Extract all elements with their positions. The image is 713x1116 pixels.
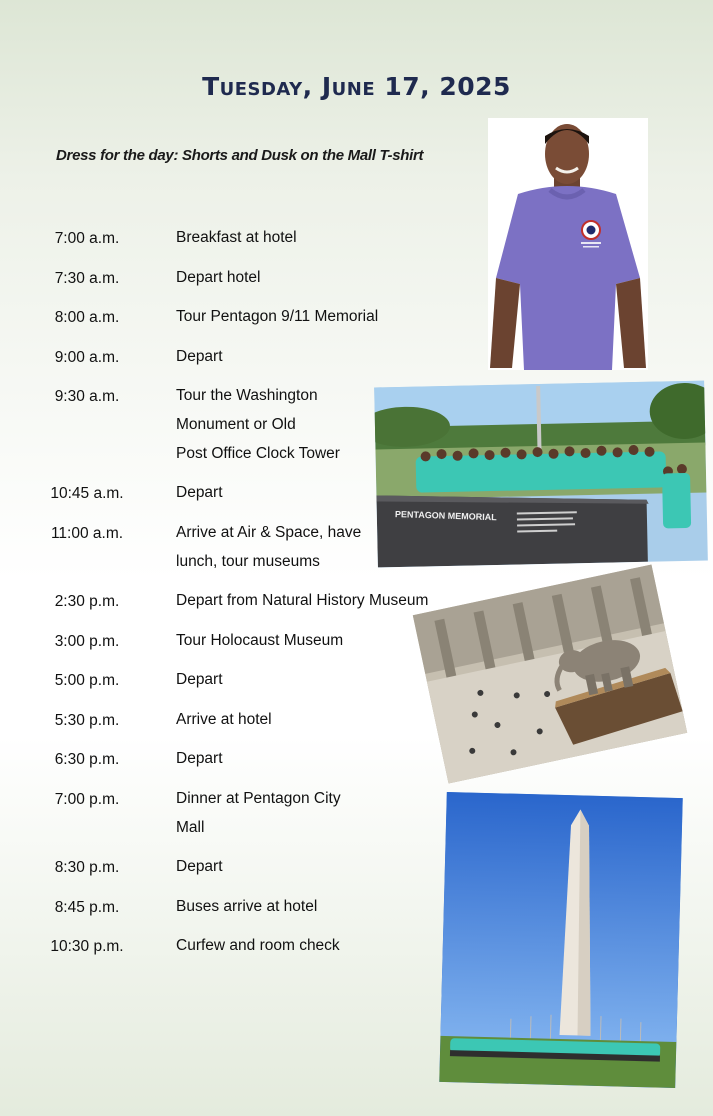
schedule-time: 6:30 p.m. <box>54 751 120 768</box>
schedule-activity-line: Buses arrive at hotel <box>176 898 318 915</box>
schedule-activity <box>176 302 378 331</box>
schedule-activity-line: Mall <box>176 819 205 836</box>
schedule-activity-line: Depart from Natural History Museum <box>176 592 429 609</box>
schedule-time: 9:30 a.m. <box>54 388 120 405</box>
schedule-activity-line: lunch, tour museums <box>176 553 320 570</box>
schedule-activity <box>176 852 223 881</box>
schedule-activity <box>176 223 297 252</box>
dress-code: Dress for the day: Shorts and Dusk on the Mall T-shirt <box>56 147 424 164</box>
schedule-activity <box>176 705 272 734</box>
schedule-activity <box>176 478 223 507</box>
schedule-activity <box>176 665 223 694</box>
schedule-time: 7:30 a.m. <box>54 270 120 287</box>
schedule-activity-line: Depart <box>176 484 223 501</box>
schedule-activity-line: Tour Holocaust Museum <box>176 632 344 649</box>
schedule-time: 10:30 p.m. <box>50 938 124 955</box>
schedule-activity <box>176 586 428 615</box>
schedule-time: 8:00 a.m. <box>54 309 120 326</box>
schedule-time: 5:30 p.m. <box>54 712 120 729</box>
schedule-activity-line: Depart <box>176 671 223 688</box>
schedule-activity-line: Tour the Washington <box>176 387 318 404</box>
schedule-time: 3:00 p.m. <box>54 633 120 650</box>
schedule-activity-line: Monument or Old <box>176 416 296 433</box>
schedule-activity <box>176 892 317 921</box>
schedule-activity <box>176 381 340 468</box>
schedule-time: 2:30 p.m. <box>54 593 120 610</box>
memorial-sign-text: PENTAGON MEMORIAL <box>394 509 497 523</box>
schedule-activity-line: Arrive at Air & Space, have <box>176 524 362 541</box>
schedule-activity <box>176 518 361 576</box>
schedule-time: 8:45 p.m. <box>54 899 120 916</box>
tshirt-photo <box>488 118 648 370</box>
pentagon-memorial-photo <box>374 381 708 568</box>
schedule-activity-line: Post Office Clock Tower <box>176 445 340 462</box>
schedule-activity-line: Curfew and room check <box>176 937 340 954</box>
schedule-activity <box>176 626 343 655</box>
schedule-activity-line: Depart <box>176 348 223 365</box>
schedule-time: 9:00 a.m. <box>54 349 120 366</box>
schedule-time: 8:30 p.m. <box>54 859 120 876</box>
natural-history-museum-photo <box>413 565 687 784</box>
schedule-activity <box>176 784 341 842</box>
schedule-time: 5:00 p.m. <box>54 672 120 689</box>
schedule-time: 10:45 a.m. <box>50 485 124 502</box>
schedule-activity <box>176 342 223 371</box>
washington-monument-photo <box>439 792 683 1088</box>
schedule-time: 7:00 a.m. <box>54 230 120 247</box>
schedule-time: 7:00 p.m. <box>54 791 120 808</box>
schedule-activity-line: Tour Pentagon 9/11 Memorial <box>176 308 379 325</box>
schedule-activity-line: Depart <box>176 858 223 875</box>
schedule-activity-line: Breakfast at hotel <box>176 229 297 246</box>
schedule-time: 11:00 a.m. <box>50 525 124 542</box>
schedule-activity-line: Depart hotel <box>176 269 261 286</box>
schedule-activity <box>176 744 223 773</box>
schedule-activity <box>176 931 340 960</box>
schedule-activity-line: Dinner at Pentagon City <box>176 790 341 807</box>
page-title: Tuesday, June 17, 2025 <box>202 72 511 101</box>
schedule-activity-line: Depart <box>176 750 223 767</box>
schedule-activity <box>176 263 260 292</box>
schedule-activity-line: Arrive at hotel <box>176 711 272 728</box>
